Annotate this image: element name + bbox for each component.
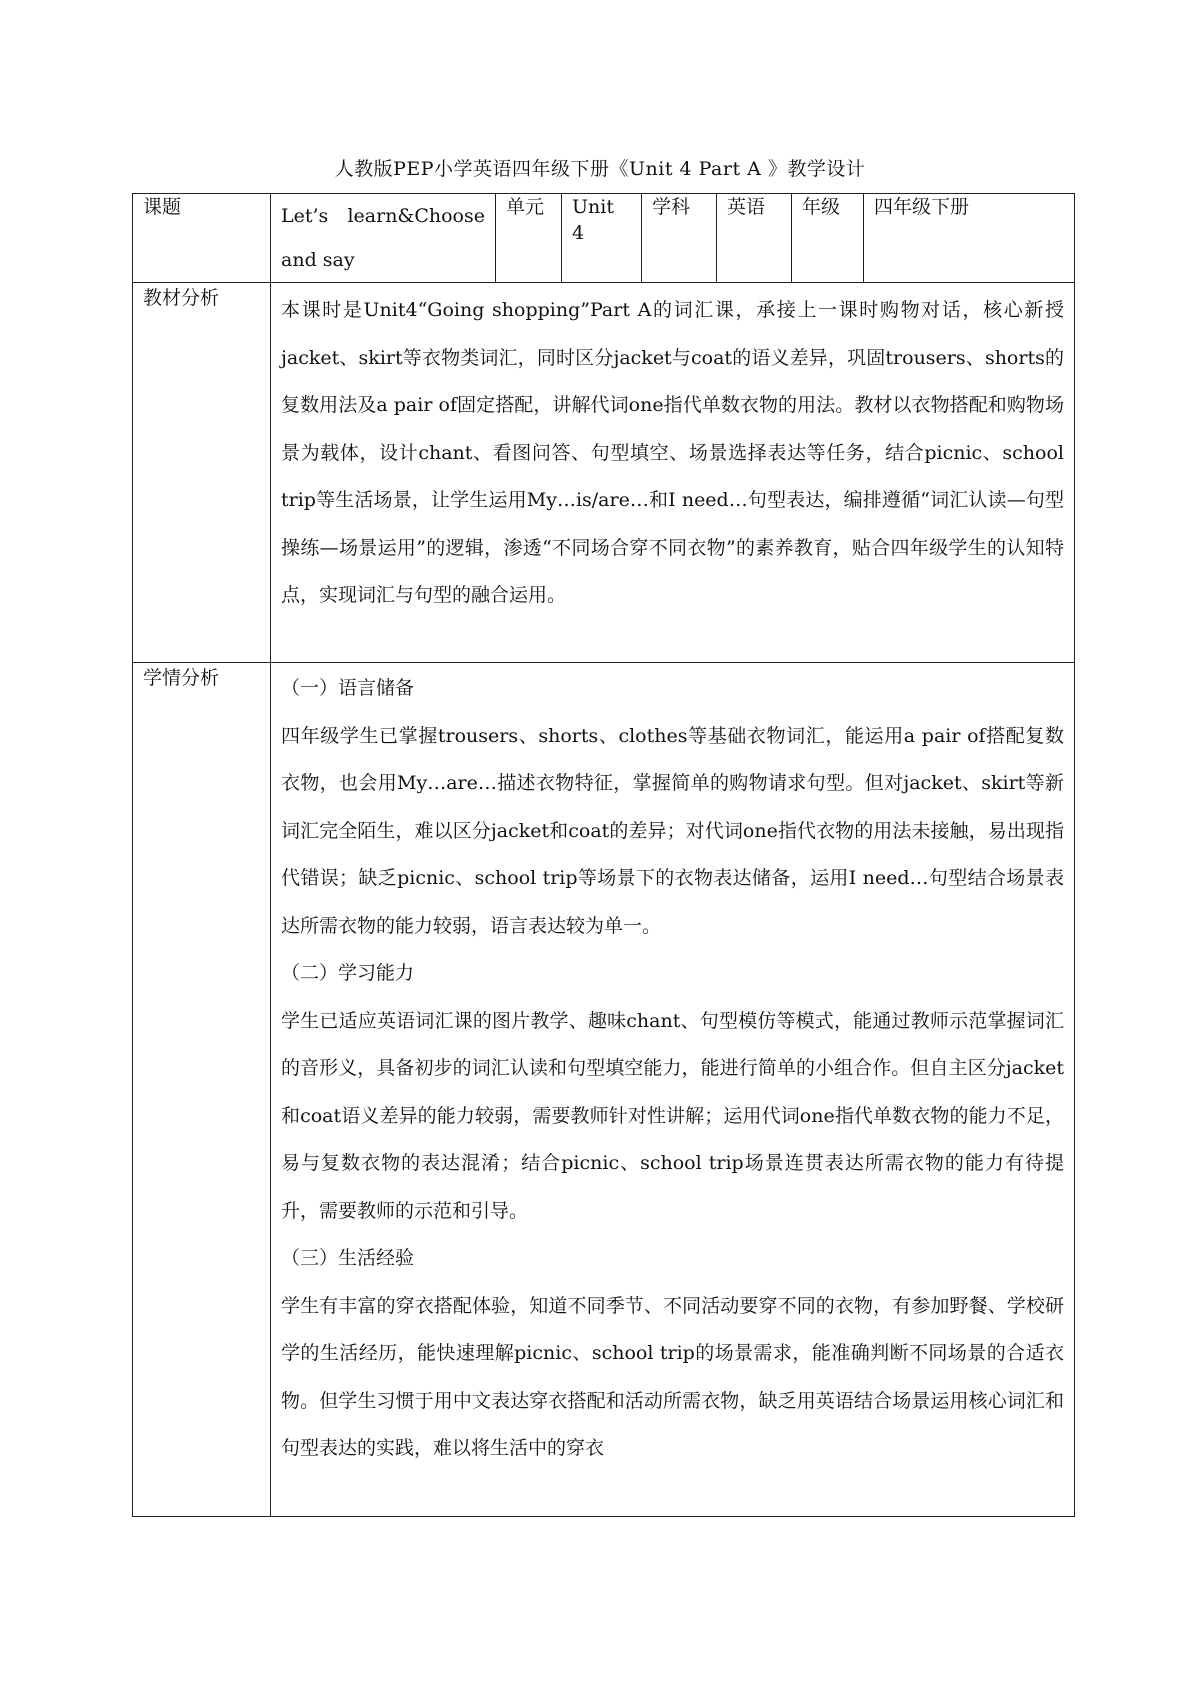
grade-value: 四年级下册	[864, 194, 1075, 283]
student-analysis-cell	[271, 663, 1075, 1517]
unit-value: Unit 4	[562, 194, 642, 283]
section-heading-ability: （二）学习能力	[281, 962, 415, 984]
material-analysis-row	[133, 283, 1075, 663]
subject-value: 英语	[717, 194, 792, 283]
section-text-life: 学生有丰富的穿衣搭配体验，知道不同季节、不同活动要穿不同的衣物，有参加野餐、学校研学的生活经历，能快速理解picnic、school trip的场景需求，能准确判断不同场景的合适衣物。但学生习惯于用中文表达穿衣搭配和活动所需衣物，缺乏用英语结合场景运用核心词汇和句型表达的实践，难以将生活中的穿衣	[281, 1294, 1064, 1459]
unit-label: 单元	[496, 194, 562, 283]
header-row	[133, 194, 1075, 283]
material-analysis-cell	[271, 283, 1075, 663]
section-heading-language: （一）语言储备	[281, 677, 415, 699]
student-analysis-label: 学情分析	[133, 663, 271, 1517]
section-text-language: 四年级学生已掌握trousers、shorts、clothes等基础衣物词汇，能运用a pair of搭配复数衣物，也会用My…are…描述衣物特征，掌握简单的购物请求句型。但对jacket、skirt等新词汇完全陌生，难以区分jacket和coat的差异；对代词one指代衣物的用法未接触，易出现指代错误；缺乏picnic、school trip等场景下的衣物表达储备，运用I need…句型结合场景表达所需衣物的能力较弱，语言表达较为单一。	[281, 724, 1064, 937]
grade-label: 年级	[792, 194, 864, 283]
lesson-plan-table	[132, 193, 1075, 1517]
material-analysis-label: 教材分析	[133, 283, 271, 663]
topic-label: 课题	[133, 194, 271, 283]
section-text-ability: 学生已适应英语词汇课的图片教学、趣味chant、句型模仿等模式，能通过教师示范掌握词汇的音形义，具备初步的词汇认读和句型填空能力，能进行简单的小组合作。但自主区分jacket和coat语义差异的能力较弱，需要教师针对性讲解；运用代词one指代单数衣物的能力不足，易与复数衣物的表达混淆；结合picnic、school trip场景连贯表达所需衣物的能力有待提升，需要教师的示范和引导。	[281, 1009, 1064, 1222]
topic-value: Let’s learn&Choose and say	[271, 194, 496, 283]
subject-label: 学科	[642, 194, 717, 283]
material-analysis-text: 本课时是Unit4“Going shopping”Part A的词汇课，承接上一课时购物对话，核心新授jacket、skirt等衣物类词汇，同时区分jacket与coat的语义差异，巩固trousers、shorts的复数用法及a pair of固定搭配，讲解代词one指代单数衣物的用法。教材以衣物搭配和购物场景为载体，设计chant、看图问答、句型填空、场景选择表达等任务，结合picnic、school trip等生活场景，让学生运用My…is/are…和I need…句型表达，编排遵循“词汇认读—句型操练—场景运用”的逻辑，渗透“不同场合穿不同衣物”的素养教育，贴合四年级学生的认知特点，实现词汇与句型的融合运用。	[281, 299, 1064, 606]
section-heading-life: （三）生活经验	[281, 1247, 415, 1269]
student-analysis-row	[133, 663, 1075, 1517]
document-title: 人教版PEP小学英语四年级下册《Unit 4 Part A 》教学设计	[334, 158, 866, 180]
